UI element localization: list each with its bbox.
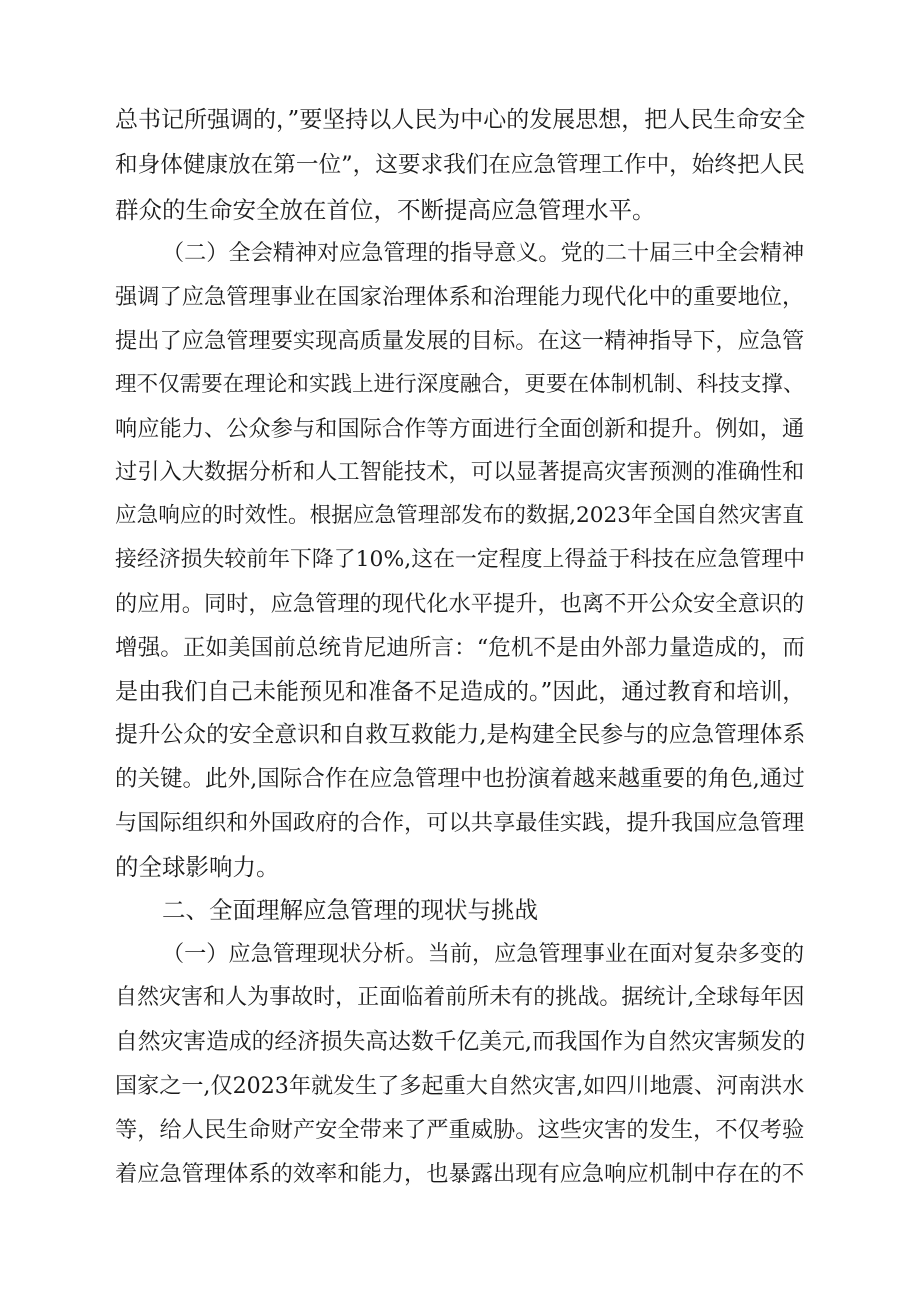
text-line: 是由我们自己未能预见和准备不足造成的。”因此，通过教育和培训， [115, 679, 806, 705]
text-line: 群众的生命安全放在首位，不断提高应急管理水平。 [115, 196, 656, 224]
text-line: 的关键。此外,国际合作在应急管理中也扮演着越来越重要的角色,通过 [115, 766, 805, 792]
text-line: 提出了应急管理要实现高质量发展的目标。在这一精神指导下，应急管 [115, 328, 805, 354]
text-line: 等，给人民生命财产安全带来了严重威胁。这些灾害的发生，不仅考验 [115, 1117, 805, 1143]
paragraph-heading: （二）全会精神对应急管理的指导意义。党的二十届三中全会精神 [162, 240, 805, 266]
text-line: 着应急管理体系的效率和能力，也暴露出现有应急响应机制中存在的不 [115, 1161, 805, 1187]
text-line: 强调了应急管理事业在国家治理体系和治理能力现代化中的重要地位， [115, 284, 805, 310]
paragraph-heading: （一）应急管理现状分析。当前，应急管理事业在面对复杂多变的 [162, 941, 805, 967]
text-line: 的全球影响力。 [115, 853, 280, 881]
text-line: 和身体健康放在第一位”，这要求我们在应急管理工作中，始终把人民 [115, 152, 805, 178]
text-line: 总书记所强调的，”要坚持以人民为中心的发展思想，把人民生命安全 [115, 107, 806, 133]
text-line: 的应用。同时，应急管理的现代化水平提升，也离不开公众安全意识的 [115, 591, 805, 617]
text-line: 国家之一,仅2023年就发生了多起重大自然灾害,如四川地震、河南洪水 [115, 1073, 805, 1099]
text-line: 增强。正如美国前总统肯尼迪所言：“危机不是由外部力量造成的，而 [115, 635, 805, 661]
text-line: 接经济损失较前年下降了10%,这在一定程度上得益于科技在应急管理中 [115, 547, 805, 572]
text-line: 理不仅需要在理论和实践上进行深度融合，更要在体制机制、科技支撑、 [115, 372, 805, 397]
text-line: 响应能力、公众参与和国际合作等方面进行全面创新和提升。例如，通 [115, 416, 805, 442]
text-line: 过引入大数据分析和人工智能技术，可以显著提高灾害预测的准确性和 [115, 459, 805, 485]
text-line: 自然灾害和人为事故时，正面临着前所未有的挑战。据统计,全球每年因 [115, 985, 805, 1010]
section-heading: 二、全面理解应急管理的现状与挑战 [162, 896, 538, 924]
text-line: 与国际组织和外国政府的合作，可以共享最佳实践，提升我国应急管理 [115, 810, 805, 836]
text-line: 应急响应的时效性。根据应急管理部发布的数据,2023年全国自然灾害直 [115, 503, 805, 528]
text-line: 自然灾害造成的经济损失高达数千亿美元,而我国作为自然灾害频发的 [115, 1029, 806, 1055]
text-line: 提升公众的安全意识和自救互救能力,是构建全民参与的应急管理体系 [115, 722, 806, 748]
